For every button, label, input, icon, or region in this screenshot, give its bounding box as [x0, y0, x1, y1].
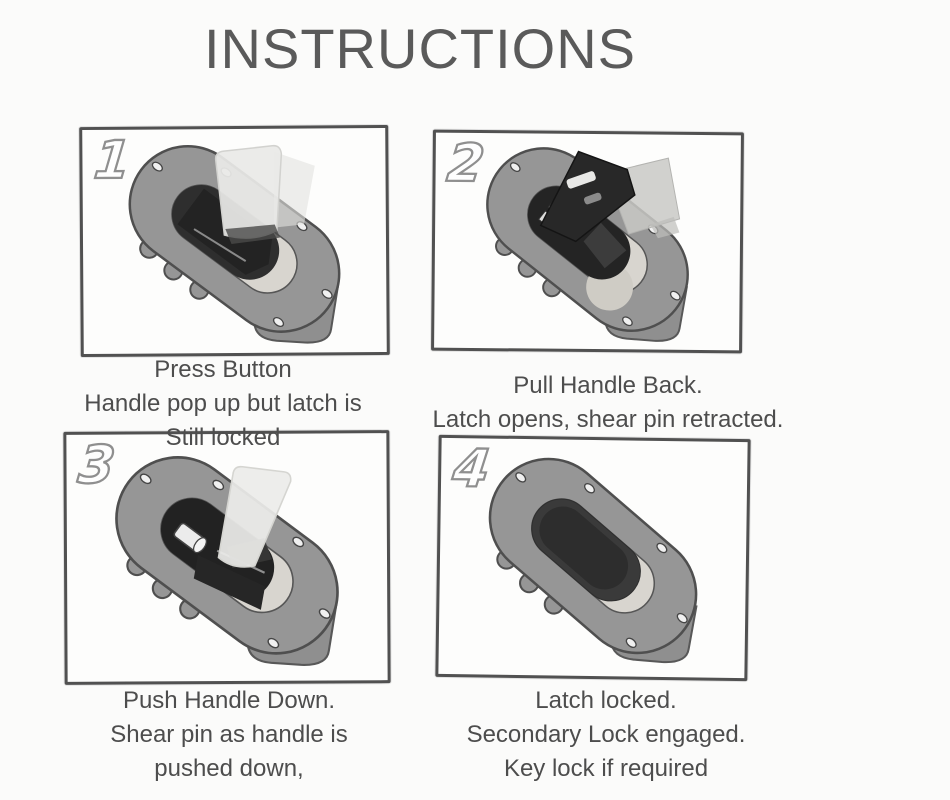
- caption-line: Shear pin as handle is: [110, 721, 348, 748]
- caption-line: Latch opens, shear pin retracted.: [432, 406, 784, 433]
- caption-line: Push Handle Down.: [122, 687, 336, 714]
- caption-line: Handle pop up but latch is: [84, 390, 362, 417]
- caption-line: Pull Handle Back.: [513, 372, 703, 399]
- step-caption-4: [440, 684, 772, 786]
- latch-handle-pushed-down-illustration: [66, 433, 387, 682]
- step-panel-1: [79, 125, 390, 357]
- step-panel-4: [435, 435, 750, 681]
- step-panel-2: [431, 130, 744, 354]
- step-caption-3: [68, 684, 390, 786]
- caption-line: Press Button: [154, 356, 292, 383]
- step-number-4: 4: [449, 439, 493, 500]
- step-panel-3: [63, 430, 390, 685]
- step-number-1: 1: [91, 130, 134, 191]
- step-number-3: 3: [75, 435, 118, 496]
- page-title: INSTRUCTIONS: [204, 17, 636, 80]
- caption-line: Still locked: [165, 424, 281, 451]
- caption-line: Secondary Lock engaged.: [466, 721, 746, 748]
- caption-line: pushed down,: [154, 755, 304, 782]
- step-number-2: 2: [444, 133, 488, 195]
- caption-line: Key lock if required: [503, 755, 709, 782]
- step-caption-1: [62, 353, 384, 455]
- step-caption-2: [420, 369, 796, 437]
- caption-line: Latch locked.: [535, 687, 677, 714]
